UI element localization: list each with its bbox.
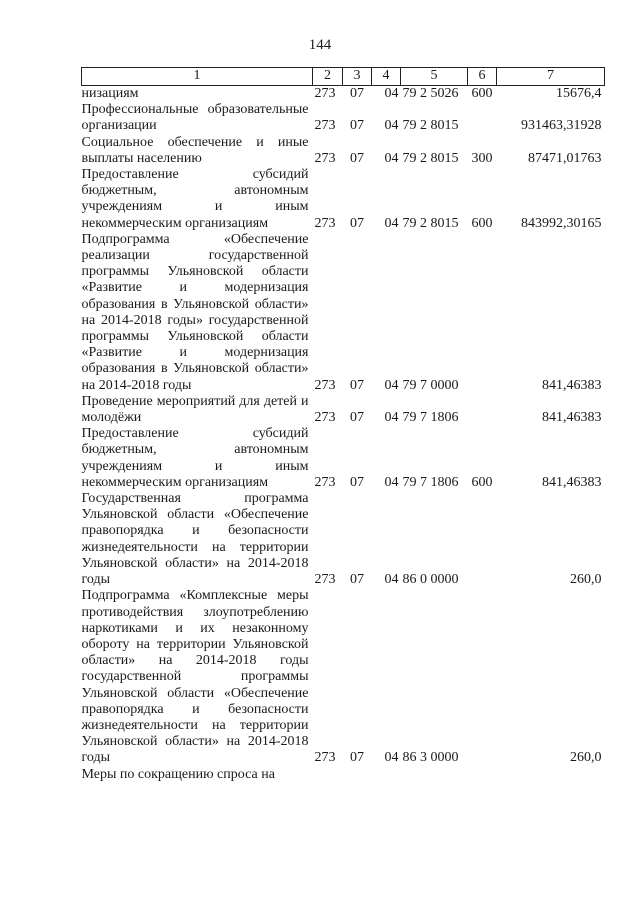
row-section: 07 — [350, 150, 364, 166]
budget-table — [81, 67, 605, 783]
row-subsection: 04 — [384, 86, 399, 101]
row-target-article: 79 2 8015 — [402, 118, 459, 134]
table-row — [82, 86, 605, 103]
row-expense-type: 600 — [471, 215, 493, 231]
table-body — [82, 86, 605, 783]
row-code: 273 — [314, 118, 336, 134]
row-expense-type — [468, 394, 497, 426]
row-expense-type: 300 — [471, 150, 493, 166]
table-row — [82, 491, 605, 588]
row-expense-type — [468, 767, 497, 783]
row-subsection: 04 — [384, 572, 399, 588]
row-expense-type — [468, 491, 497, 588]
row-name: Предоставление субсидий бюджетным, автономным учреждениям и иным некоммерческим организациям — [81, 426, 309, 490]
row-name: низациям — [81, 86, 139, 101]
row-section: 07 — [350, 474, 364, 490]
row-section: 07 — [350, 410, 364, 426]
row-code: 273 — [314, 150, 336, 166]
header-col-5: 5 — [401, 68, 468, 86]
header-col-6: 6 — [468, 68, 497, 86]
table-row — [82, 232, 605, 394]
row-name: Подпрограмма «Обеспечение реализации государственной программы Ульяновской области «Развитие и модернизация образования в Ульяновской области» на 2014-2018 годы» государственной программы Ульяновской области «Развитие и модернизация образования в Ульяновской области» на 2014-2018 годы — [81, 231, 309, 393]
row-amount: 260,0 — [570, 572, 602, 588]
row-code — [313, 767, 343, 783]
row-section: 07 — [350, 750, 364, 766]
table-row — [82, 426, 605, 491]
row-subsection: 04 — [384, 410, 399, 426]
row-amount: 841,46383 — [542, 377, 602, 393]
row-amount: 15676,4 — [556, 86, 602, 101]
row-section: 07 — [350, 572, 364, 588]
row-expense-type: 600 — [471, 474, 493, 490]
row-target-article: 86 0 0000 — [402, 572, 459, 588]
row-code: 273 — [314, 750, 336, 766]
row-target-article: 79 2 8015 — [402, 215, 459, 231]
row-subsection: 04 — [384, 150, 399, 166]
row-name: Меры по сокращению спроса на — [81, 766, 275, 782]
row-code: 273 — [314, 86, 336, 101]
row-section: 07 — [350, 118, 364, 134]
header-col-3: 3 — [343, 68, 372, 86]
budget-table-container — [81, 67, 604, 783]
row-subsection: 04 — [384, 215, 399, 231]
header-col-4: 4 — [372, 68, 401, 86]
row-amount: 87471,01763 — [528, 150, 602, 166]
row-amount: 841,46383 — [542, 474, 602, 490]
row-name: Проведение мероприятий для детей и молодёжи — [81, 393, 309, 426]
table-row — [82, 167, 605, 232]
header-col-7: 7 — [497, 68, 605, 86]
header-col-1: 1 — [82, 68, 313, 86]
row-section — [343, 767, 372, 783]
row-name: Предоставление субсидий бюджетным, автономным учреждениям и иным некоммерческим организациям — [81, 167, 309, 231]
row-section: 07 — [350, 377, 364, 393]
row-name: Социальное обеспечение и иные выплаты населению — [81, 134, 309, 166]
page-number: 144 — [308, 37, 332, 53]
row-subsection: 04 — [384, 377, 399, 393]
row-subsection: 04 — [384, 474, 399, 490]
row-expense-type — [468, 102, 497, 134]
row-code: 273 — [314, 572, 336, 588]
header-col-2: 2 — [313, 68, 343, 86]
row-expense-type — [468, 232, 497, 394]
row-section: 07 — [350, 86, 364, 101]
row-subsection — [372, 767, 401, 783]
row-code: 273 — [314, 377, 336, 393]
row-target-article: 79 2 8015 — [402, 150, 459, 166]
row-target-article — [401, 767, 468, 783]
row-amount — [497, 767, 605, 783]
table-row — [82, 394, 605, 426]
row-name: Государственная программа Ульяновской области «Обеспечение правопорядка и безопасности жизнедеятельности на территории Ульяновской области» на 2014-2018 годы — [81, 491, 309, 588]
row-target-article: 79 7 1806 — [402, 474, 459, 490]
table-header-row — [82, 68, 605, 86]
row-amount: 260,0 — [570, 750, 602, 766]
row-target-article: 79 7 0000 — [402, 377, 459, 393]
table-row — [82, 102, 605, 134]
row-subsection: 04 — [384, 118, 399, 134]
row-amount: 841,46383 — [542, 410, 602, 426]
row-section: 07 — [350, 215, 364, 231]
row-code: 273 — [314, 410, 336, 426]
row-target-article: 79 2 5026 — [402, 86, 459, 101]
row-amount: 843992,30165 — [521, 215, 602, 231]
row-name: Профессиональные образовательные организации — [81, 102, 309, 134]
row-expense-type — [468, 588, 497, 766]
table-row — [82, 767, 605, 783]
row-subsection: 04 — [384, 750, 399, 766]
row-code: 273 — [314, 474, 336, 490]
row-name: Подпрограмма «Комплексные меры противодействия злоупотреблению наркотиками и их незаконному обороту на территории Ульяновской области» на 2014-2018 годы государственной программы Ульяновской области «Обеспечение правопорядка и безопасности жизнедеятельности на территории Ульяновской области» на 2014-2018 годы — [81, 588, 309, 766]
row-target-article: 79 7 1806 — [402, 410, 459, 426]
row-target-article: 86 3 0000 — [402, 750, 459, 766]
row-expense-type: 600 — [471, 86, 493, 101]
table-row — [82, 135, 605, 167]
table-row — [82, 588, 605, 766]
row-amount: 931463,31928 — [521, 118, 602, 134]
row-code: 273 — [314, 215, 336, 231]
